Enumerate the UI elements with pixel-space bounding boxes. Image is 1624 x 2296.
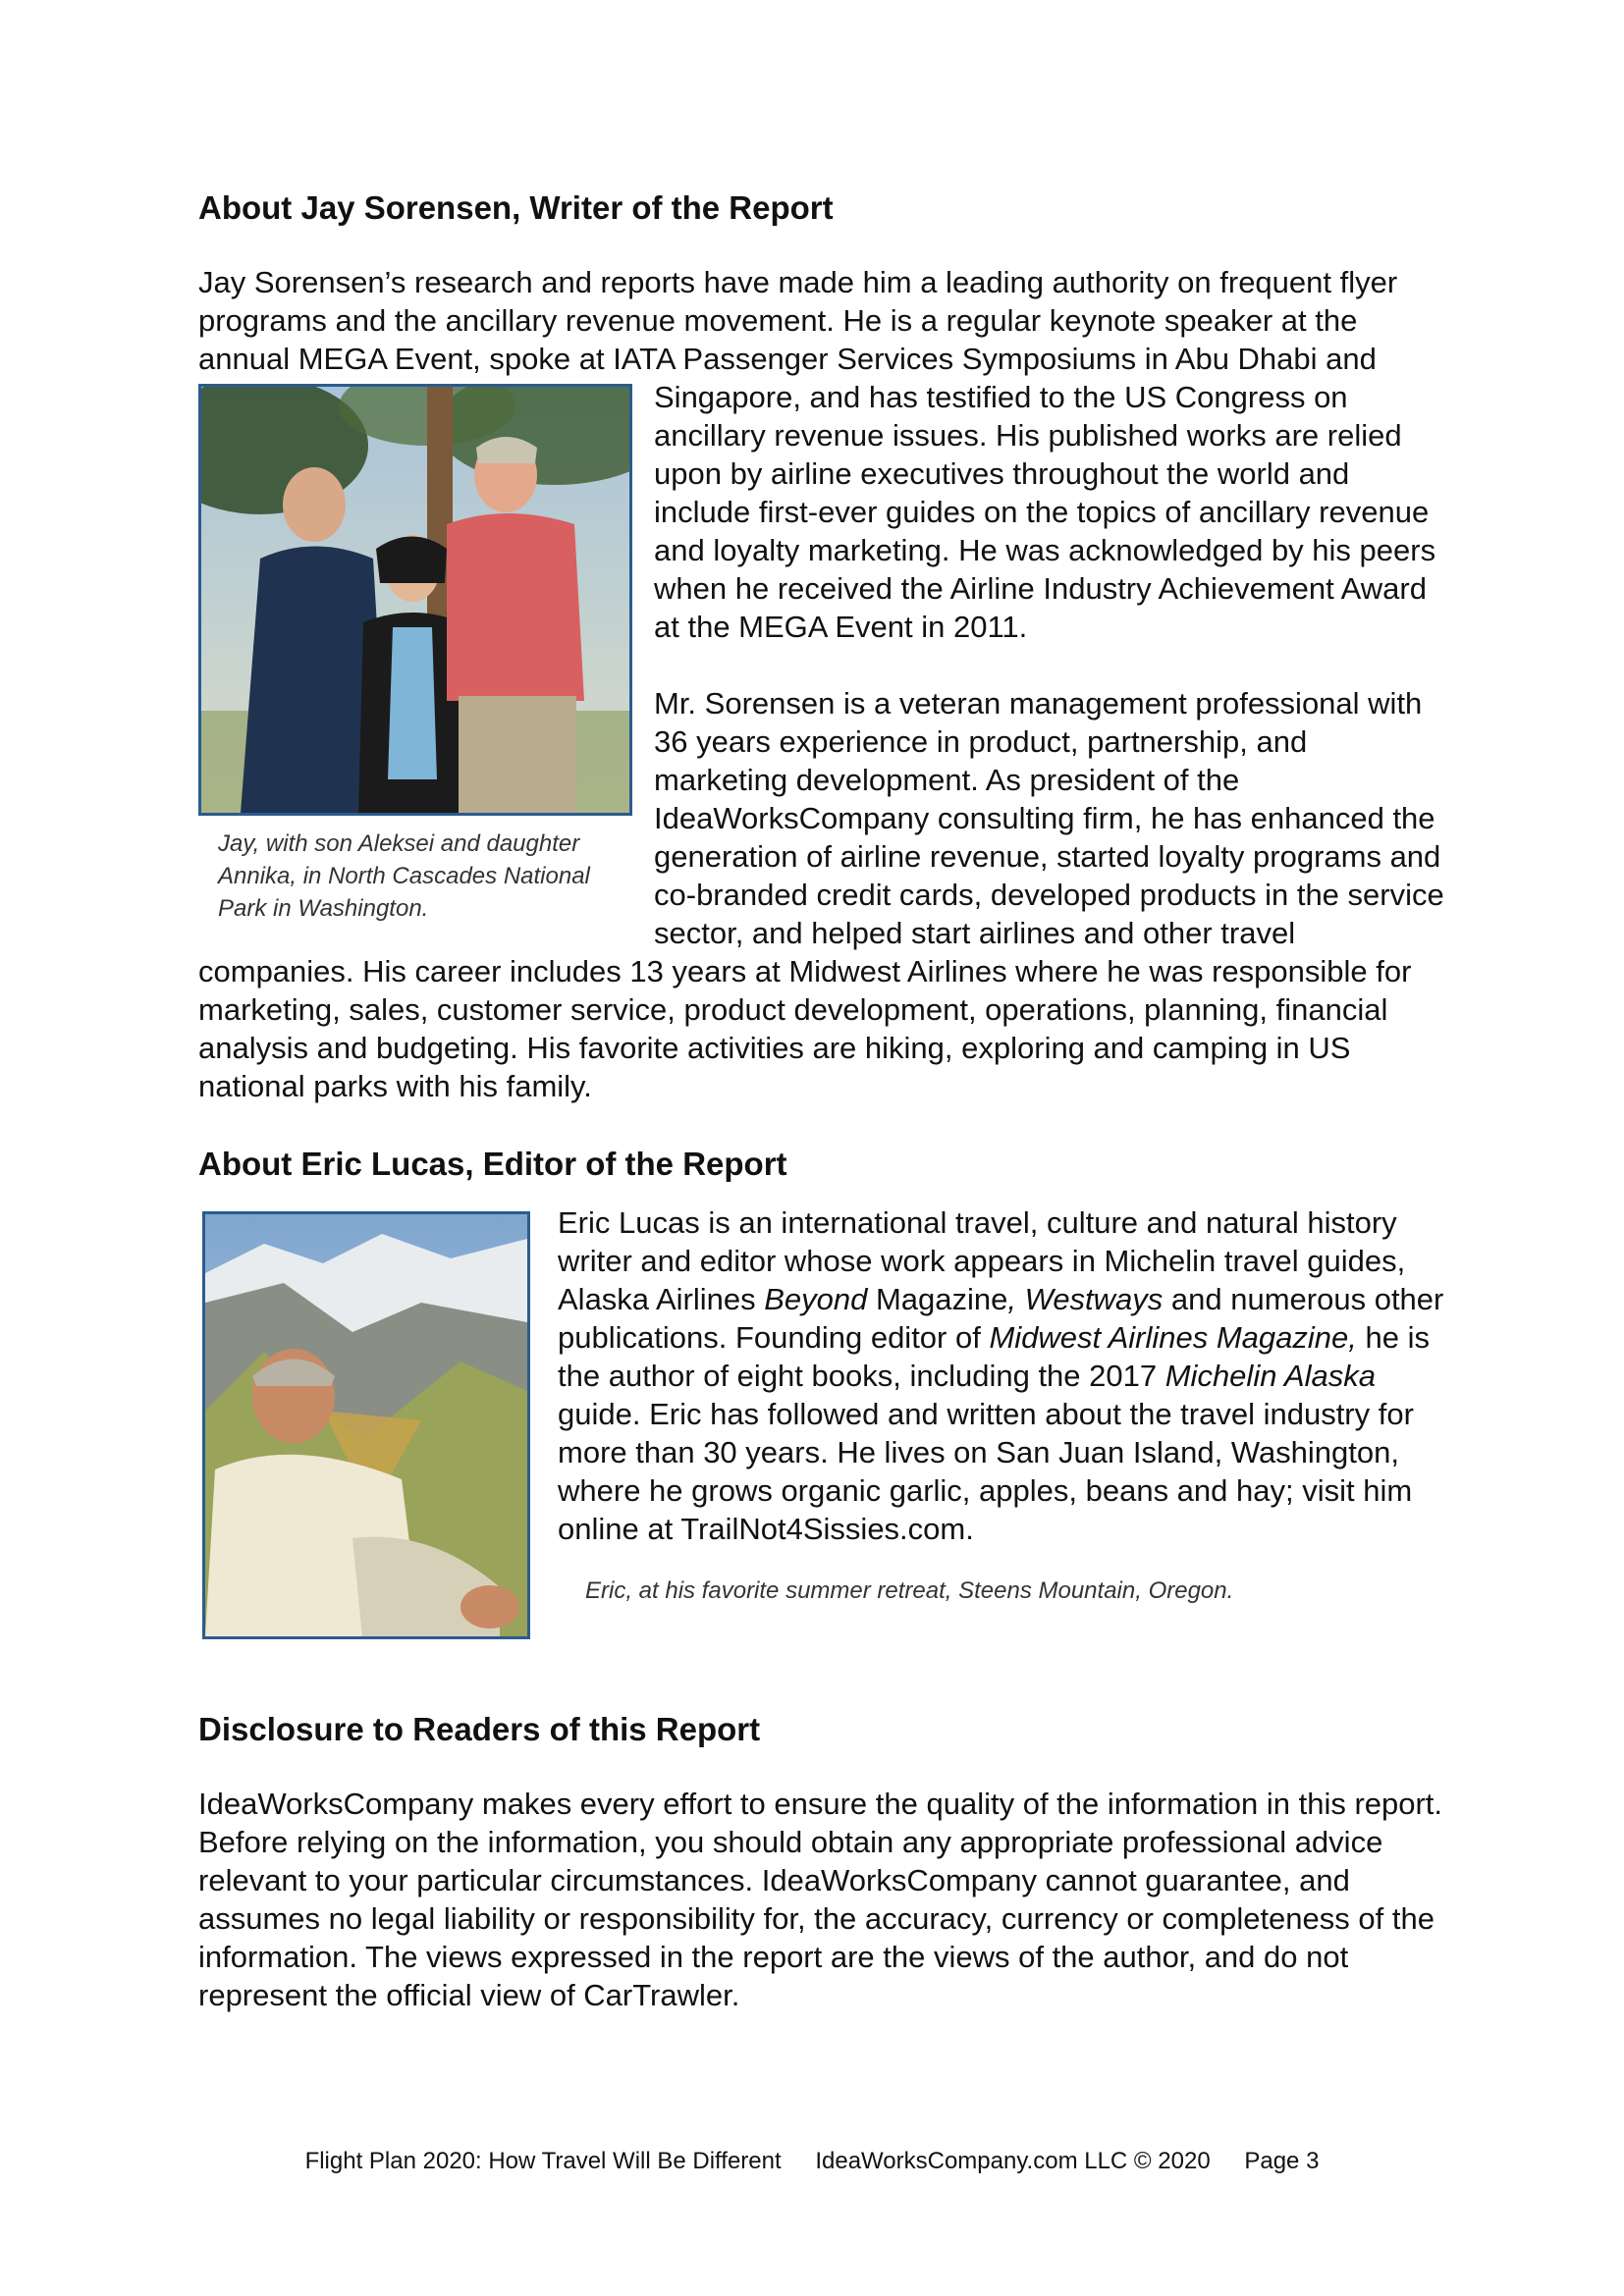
eric-photo-image	[205, 1214, 527, 1636]
page-content	[198, 188, 1445, 2014]
disclosure-paragraph: IdeaWorksCompany makes every effort to ensure the quality of the information in this report. Before relying on the information, you should obtain any appropriate professional advice relevant to your particular circumstances. IdeaWorksCompany cannot guarantee, and assumes no legal liability or responsibility for, the accuracy, currency or completeness of the information. The views expressed in the report are the views of the author, and do not represent the official view of CarTrawler.	[198, 1787, 1443, 2012]
eric-bio-paragraph	[558, 1203, 1445, 1548]
jay-family-photo-image	[201, 387, 629, 813]
section-heading-jay: About Jay Sorensen, Writer of the Report	[198, 189, 834, 226]
eric-bio-italic-beyond: Beyond	[764, 1282, 868, 1316]
footer-copyright: IdeaWorksCompany.com LLC © 2020	[815, 2148, 1211, 2174]
eric-bio-text-5: guide. Eric has followed and written about the travel industry for more than 30 years. He lives on San Juan Island, Washington, where he grows organic garlic, apples, beans and hay; visit him online at TrailNot4Sissies.com.	[558, 1397, 1414, 1546]
jay-bio-flow	[198, 263, 1445, 1105]
footer-title: Flight Plan 2020: How Travel Will Be Different	[304, 2148, 782, 2174]
eric-bio-text-2: Magazine	[867, 1282, 1008, 1316]
eric-portrait-photo	[202, 1211, 530, 1639]
eric-bio-italic-midwest: Midwest Airlines Magazine,	[989, 1320, 1357, 1355]
eric-bio-italic-michelin: Michelin Alaska	[1164, 1359, 1376, 1393]
jay-bio-paragraph-2: Mr. Sorensen is a veteran management professional with 36 years experience in product, partnership, and marketing development. As president of the IdeaWorksCompany consulting firm, he has enhanced the generation of airline revenue, started loyalty programs and co-branded credit cards, developed products in the service sector, and helped start airlines and other travel companies. His career includes 13 years at Midwest Airlines where he was responsible for marketing, sales, customer service, product development, operations, planning, financial analysis and budgeting. His favorite activities are hiking, exploring and camping in US national parks with his family.	[198, 686, 1444, 1103]
eric-bio-text-3: and numerous other publications. Founding editor of	[558, 1282, 1444, 1355]
jay-bio-intro	[198, 263, 1445, 378]
footer-page-number: Page 3	[1244, 2148, 1320, 2174]
jay-bio-text-1-rest: Singapore, and has testified to the US Congress on ancillary revenue issues. His published works are relied upon by airline executives throughout the world and include first-ever guides on the topics of ancillary revenue and loyalty marketing. He was acknowledged by his peers when he received the Airline Industry Achievement Award at the MEGA Event in 2011.	[654, 380, 1436, 644]
eric-bio-italic-westways: , Westways	[1007, 1282, 1164, 1316]
eric-bio-text-4: he is the author of eight books, including the 2017	[558, 1320, 1430, 1393]
eric-photo-caption: Eric, at his favorite summer retreat, Steens Mountain, Oregon.	[585, 1577, 1234, 1604]
jay-photo-caption: Jay, with son Aleksei and daughter Annika, in North Cascades National Park in Washington.	[218, 830, 590, 922]
section-heading-disclosure: Disclosure to Readers of this Report	[198, 1711, 761, 1747]
jay-family-photo	[198, 384, 632, 816]
eric-section	[198, 1203, 1445, 1639]
section-heading-eric: About Eric Lucas, Editor of the Report	[198, 1146, 787, 1182]
page-footer	[0, 2148, 1624, 2175]
jay-intro-lines: Jay Sorensen’s research and reports have made him a leading authority on frequent flyer programs and the ancillary revenue movement. He is a regular keynote speaker at the annual MEGA Event, spoke at IATA Passenger Services Symposiums in Abu Dhabi and	[198, 265, 1398, 376]
eric-bio-text-1: Eric Lucas is an international travel, culture and natural history writer and editor whose work appears in Michelin travel guides, Alaska Airlines	[558, 1205, 1406, 1316]
